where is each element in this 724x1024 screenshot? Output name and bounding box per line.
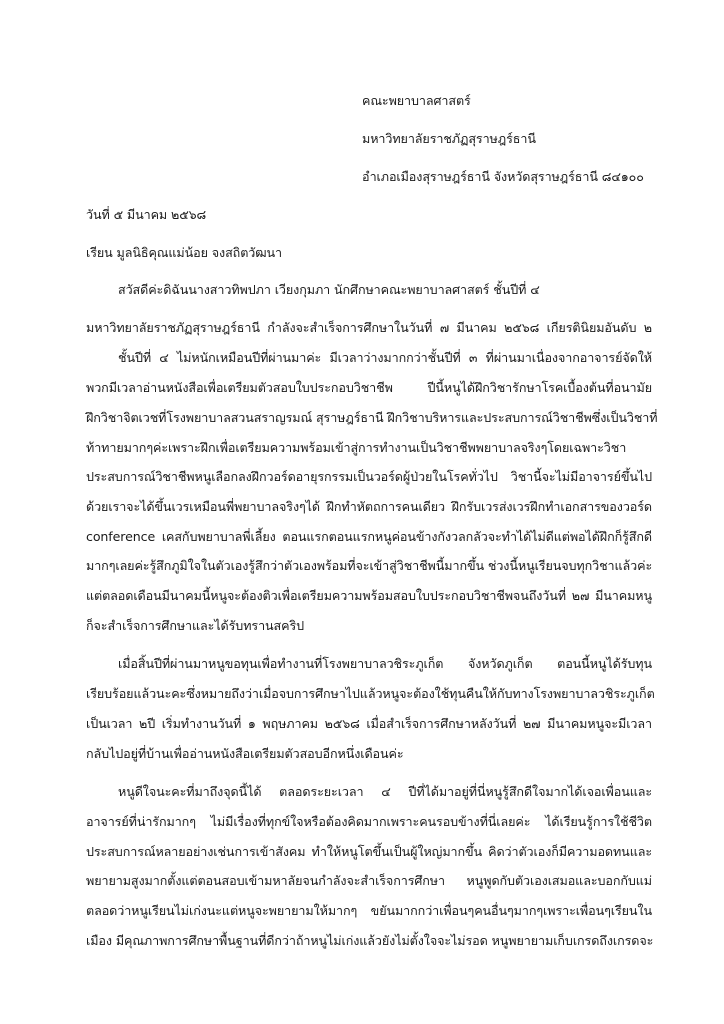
paragraph-1-line: ฝึกวิชาจิตเวชที่โรงพยาบาลสวนสราญรมณ์ สุราษฎร์ธานี ฝึกวิชาบริหารและประสบการณ์วิชาชีพซึ่งเป็นวิชาที่: [86, 410, 658, 425]
paragraph-3-line: หนูดีใจนะคะที่มาถึงจุดนี้ได้ ตลอดระยะเวลา ๔ ปีที่ได้มาอยู่ที่นี่หนูรู้สึกดีใจมากได้เจอเพื่อนและ: [118, 784, 652, 799]
paragraph-1-line: มากๆเลยค่ะรู้สึกภูมิใจในตัวเองรู้สึกว่าตัวเองพร้อมที่จะเข้าสู่วิชาชีพนี้มากขึ้น ช่วงนี้หนูเรียนจบทุกวิชาแล้วค่ะ: [86, 558, 653, 573]
paragraph-1-line: พวกมีเวลาอ่านหนังสือเพื่อเตรียมตัวสอบใบประกอบวิชาชีพ ปีนี้หนูได้ฝึกวิชารักษาโรคเบื้องต้นที่อนามัย: [86, 380, 652, 395]
sender-address: อำเภอเมืองสุราษฎร์ธานี จังหวัดสุราษฎร์ธานี ๘๔๑๐๐: [362, 169, 644, 184]
sender-university: มหาวิทยาลัยราชภัฏสุราษฎร์ธานี: [362, 131, 536, 146]
paragraph-1-line: แต่ตลอดเดือนมีนาคมนี้หนูจะต้องติวเพื่อเตรียมความพร้อมสอบใบประกอบวิชาชีพจนถึงวันที่ ๒๗ มีนาคมหนู: [86, 588, 652, 603]
paragraph-1-line: ด้วยเราจะได้ขึ้นเวรเหมือนพี่พยาบาลจริงๆได้ ฝึกทำหัตถการคนเดียว ฝึกรับเวรส่งเวรฝึกทำเอกสารของวอร์ด: [86, 499, 652, 514]
paragraph-3-line: ตลอดว่าหนูเรียนไม่เก่งนะแต่หนูจะพยายามให้มากๆ ขยันมากกว่าเพื่อนๆคนอื่นๆมากๆเพราะเพื่อนๆเรียนใน: [86, 903, 652, 918]
paragraph-2-line: เมื่อสิ้นปีที่ผ่านมาหนูขอทุนเพื่อทำงานที่โรงพยาบาลวชิระภูเก็ต จังหวัดภูเก็ต ตอนนี้หนูได้รับทุน: [118, 656, 652, 671]
paragraph-1-line: ประสบการณ์วิชาชีพหนูเลือกลงฝึกวอร์ดอายุรกรรมเป็นวอร์ดผู้ป่วยในโรคทั่วไป วิชานี้จะไม่มีอาจารย์ขึ้นไป: [86, 469, 652, 484]
paragraph-3-line: อาจารย์ที่น่ารักมากๆ ไม่มีเรื่องที่ทุกข์ใจหรือต้องคิดมากเพราะคนรอบข้างที่นี่เลยค่ะ ได้เรียนรู้การใช้ชีวิต: [86, 814, 652, 829]
paragraph-1-line: conference เคสกับพยาบาลพี่เลี้ยง ตอนแรกตอนแรกหนูค่อนข้างกังวลกลัวจะทำได้ไม่ดีแต่พอได้ฝึกก็รู้สึกดี: [86, 529, 652, 544]
paragraph-3-line: เมือง มีคุณภาพการศึกษาพื้นฐานที่ดีกว่าถ้าหนูไม่เก่งแล้วยังไม่ตั้งใจจะไม่รอด หนูพยายามเก็บเกรดถึงเกรดจะ: [86, 933, 654, 948]
sender-faculty: คณะพยาบาลศาสตร์: [362, 93, 471, 108]
paragraph-3-line: ประสบการณ์หลายอย่างเช่นการเข้าสังคม ทำให้หนูโตขึ้นเป็นผู้ใหญ่มากขึ้น คิดว่าตัวเองก็มีความอดทนและ: [86, 844, 652, 859]
paragraph-2-line: เป็นเวลา ๒ปี เริ่มทำงานวันที่ ๑ พฤษภาคม ๒๕๖๘ เมื่อสำเร็จการศึกษาหลังวันที่ ๒๗ มีนาคมหนูจะมีเวลา: [86, 716, 652, 731]
paragraph-2-line: กลับไปอยู่ที่บ้านเพื่ออ่านหนังสือเตรียมตัวสอบอีกหนึ่งเดือนค่ะ: [86, 746, 404, 761]
intro-line: มหาวิทยาลัยราชภัฏสุราษฎร์ธานี กำลังจะสำเร็จการศึกษาในวันที่ ๗ มีนาคม ๒๕๖๘ เกียรตินิยมอันดับ ๒: [86, 320, 652, 335]
letter-date: วันที่ ๕ มีนาคม ๒๕๖๘: [86, 207, 207, 222]
paragraph-1-line: ท้าทายมากๆค่ะเพราะฝึกเพื่อเตรียมความพร้อมเข้าสู่การทำงานเป็นวิชาชีพพยาบาลจริงๆโดยเฉพาะวิชา: [86, 440, 627, 455]
intro-line: สวัสดีค่ะดิฉันนางสาวทิพปภา เวียงกุมภา นักศึกษาคณะพยาบาลศาสตร์ ชั้นปีที่ ๔: [118, 282, 540, 297]
paragraph-1-line: ก็จะสำเร็จการศึกษาและได้รับทรานสคริป: [86, 618, 305, 633]
letter-salutation: เรียน มูลนิธิคุณแม่น้อย จงสถิตวัฒนา: [86, 245, 283, 260]
paragraph-1-line: ชั้นปีที่ ๔ ไม่หนักเหมือนปีที่ผ่านมาค่ะ มีเวลาว่างมากกว่าชั้นปีที่ ๓ ที่ผ่านมาเนื่องจากอาจารย์จัดให้: [118, 350, 652, 365]
paragraph-2-line: เรียบร้อยแล้วนะคะซึ่งหมายถึงว่าเมื่อจบการศึกษาไปแล้วหนูจะต้องใช้ทุนคืนให้กับทางโรงพยาบาลวชิระภูเก็ต: [86, 686, 655, 701]
paragraph-3-line: พยายามสูงมากตั้งแต่ตอนสอบเข้ามหาลัยจนกำลังจะสำเร็จการศึกษา หนูพูดกับตัวเองเสมอและบอกกับแม่: [86, 873, 652, 888]
